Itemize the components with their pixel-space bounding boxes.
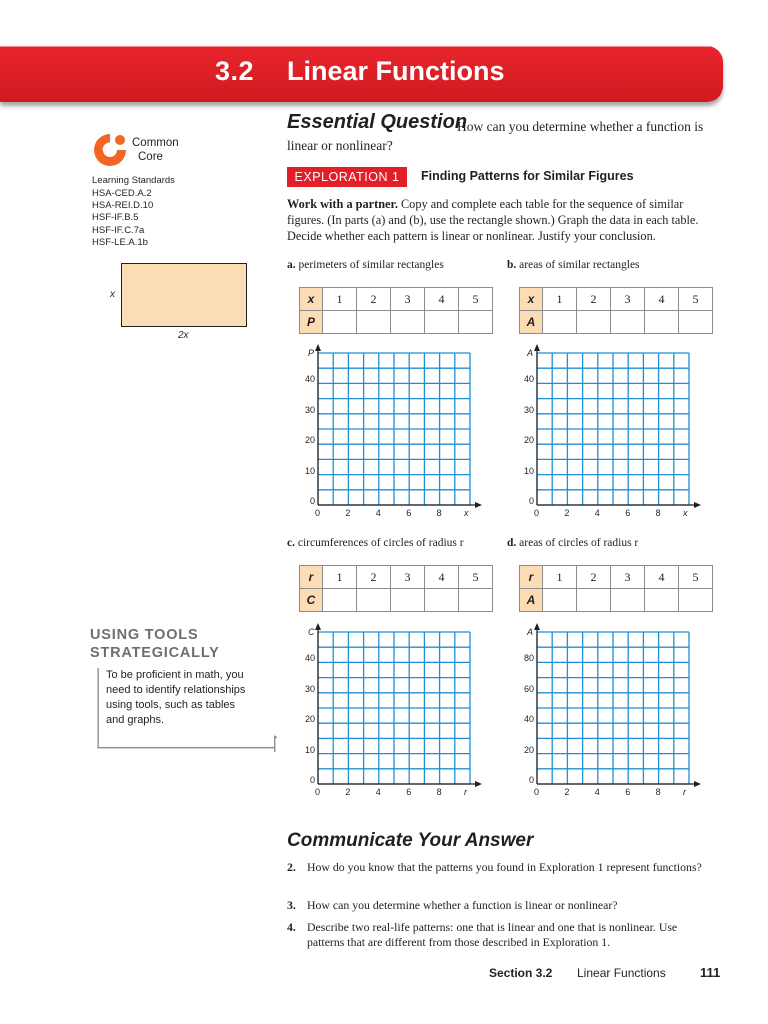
table-cell: 3 — [391, 288, 425, 311]
y-tick-label: 0 — [309, 775, 315, 785]
table-cell: 5 — [679, 288, 713, 311]
y-tick-label: 40 — [523, 374, 534, 385]
question-3: 3. How can you determine whether a function is linear or nonlinear? — [287, 898, 618, 912]
x-tick-label: 8 — [436, 787, 442, 797]
y-tick-label: 20 — [523, 435, 534, 446]
part-c-label: c. circumferences of circles of radius r — [287, 537, 464, 549]
y-tick-label: 40 — [304, 374, 315, 385]
table-cell: 5 — [459, 566, 493, 589]
x-tick-label: 2 — [564, 508, 570, 518]
table-cell: 4 — [645, 288, 679, 311]
graph-axes — [537, 626, 697, 784]
y-tick-label: 30 — [304, 404, 315, 415]
y-tick-label: 0 — [309, 496, 315, 506]
section-title: Linear Functions — [287, 56, 505, 86]
common-core-label-2: Core — [138, 151, 163, 163]
y-axis-label: P — [308, 348, 315, 358]
x-axis-label: x — [464, 508, 469, 518]
x-tick-label: 2 — [345, 508, 351, 518]
y-tick-label: 40 — [523, 714, 534, 725]
table-cell: 5 — [679, 566, 713, 589]
rectangle-width-label: 2x — [178, 330, 189, 341]
y-tick-label: 10 — [523, 465, 534, 476]
standard-item: HSF-IF.B.5 — [92, 212, 139, 223]
y-tick-label: 20 — [304, 714, 315, 725]
y-tick-label: 20 — [304, 435, 315, 446]
x-axis-label: r — [683, 787, 686, 797]
table-cell: 4 — [645, 566, 679, 589]
exploration-badge: EXPLORATION 1 — [287, 167, 407, 187]
y-tick-label: 10 — [304, 744, 315, 755]
table-cell: 2 — [577, 566, 611, 589]
table-cell: 2 — [577, 288, 611, 311]
table-cell: 1 — [543, 288, 577, 311]
footer-section: Section 3.2 — [489, 966, 553, 980]
y-tick-label: 30 — [304, 683, 315, 694]
learning-standards-title: Learning Standards — [92, 175, 175, 186]
table-cell: 3 — [391, 566, 425, 589]
y-tick-label: 10 — [304, 465, 315, 476]
table-header-cell: P — [300, 311, 323, 334]
x-tick-label: 4 — [594, 787, 600, 797]
table-header-cell: A — [520, 589, 543, 612]
x-tick-label: 0 — [534, 787, 540, 797]
rectangle-height-label: x — [110, 289, 115, 300]
x-tick-label: 8 — [655, 787, 661, 797]
x-tick-label: 6 — [406, 508, 412, 518]
instructions-text: Copy and complete each table for the sequence of similar figures. (In parts (a) and (b), use the rectangle shown.) Graph the data in each table. Decide whether each pattern is linear or nonlinear. Justify your conclusion. — [287, 197, 699, 243]
standard-item: HSF-LE.A.1b — [92, 237, 148, 248]
table-cell: 4 — [425, 288, 459, 311]
essential-question-heading: Essential Question — [287, 111, 468, 133]
exploration-title: Finding Patterns for Similar Figures — [421, 169, 634, 183]
y-tick-label: 0 — [528, 496, 534, 506]
table-cell: 2 — [357, 566, 391, 589]
table-cell: 1 — [323, 566, 357, 589]
x-tick-label: 6 — [625, 508, 631, 518]
instructions-bold: Work with a partner. — [287, 197, 398, 211]
section-number: 3.2 — [215, 56, 255, 86]
x-tick-label: 2 — [345, 787, 351, 797]
table-header-cell: A — [520, 311, 543, 334]
x-tick-label: 2 — [564, 787, 570, 797]
common-core-label: Common — [132, 137, 179, 149]
table-header-cell: x — [300, 288, 323, 311]
part-a-label: a. perimeters of similar rectangles — [287, 259, 444, 271]
y-tick-label: 0 — [528, 775, 534, 785]
table-cell: 4 — [425, 566, 459, 589]
footer-title: Linear Functions — [577, 966, 666, 980]
standard-item: HSF-IF.C.7a — [92, 225, 145, 236]
x-tick-label: 0 — [315, 787, 321, 797]
x-tick-label: 4 — [594, 508, 600, 518]
communicate-heading: Communicate Your Answer — [287, 830, 534, 851]
x-tick-label: 8 — [436, 508, 442, 518]
table-cell: 2 — [357, 288, 391, 311]
table-cell: 1 — [543, 566, 577, 589]
standard-item: HSA-REI.D.10 — [92, 200, 154, 211]
question-2: 2. How do you know that the patterns you found in Exploration 1 represent functions? — [287, 860, 702, 874]
y-tick-label: 60 — [523, 683, 534, 694]
table-header-cell: r — [520, 566, 543, 589]
part-b-label: b. areas of similar rectangles — [507, 259, 640, 271]
table-header-cell: C — [300, 589, 323, 612]
table-header-cell: x — [520, 288, 543, 311]
y-tick-label: 20 — [523, 744, 534, 755]
table-header-cell: r — [300, 566, 323, 589]
y-tick-label: 30 — [523, 404, 534, 415]
x-tick-label: 0 — [315, 508, 321, 518]
x-axis-label: r — [464, 787, 467, 797]
using-tools-heading: USING TOOLS STRATEGICALLY — [90, 627, 220, 661]
y-tick-label: 40 — [304, 653, 315, 664]
x-tick-label: 6 — [406, 787, 412, 797]
x-tick-label: 8 — [655, 508, 661, 518]
table-cell: 5 — [459, 288, 493, 311]
x-axis-label: x — [683, 508, 688, 518]
page-number: 111 — [700, 965, 721, 980]
using-tools-text: To be proficient in math, you need to identify relationships using tools, such as tables and graphs. — [106, 669, 246, 726]
question-4: 4. Describe two real-life patterns: one that is linear and one that is nonlinear. Use patterns that are different from those described in Exploration 1. — [287, 920, 678, 949]
y-axis-label: A — [527, 348, 534, 358]
table-cell: 3 — [611, 566, 645, 589]
essential-question-text: How can you determine whether a function is linear or nonlinear? — [287, 119, 704, 153]
standard-item: HSA-CED.A.2 — [92, 188, 152, 199]
table-cell: 3 — [611, 288, 645, 311]
y-axis-label: A — [527, 627, 534, 637]
x-tick-label: 0 — [534, 508, 540, 518]
part-d-label: d. areas of circles of radius r — [507, 537, 639, 549]
y-tick-label: 80 — [523, 653, 534, 664]
x-tick-label: 4 — [375, 787, 381, 797]
x-tick-label: 4 — [375, 508, 381, 518]
y-axis-label: C — [308, 627, 315, 637]
x-tick-label: 6 — [625, 787, 631, 797]
table-cell: 1 — [323, 288, 357, 311]
